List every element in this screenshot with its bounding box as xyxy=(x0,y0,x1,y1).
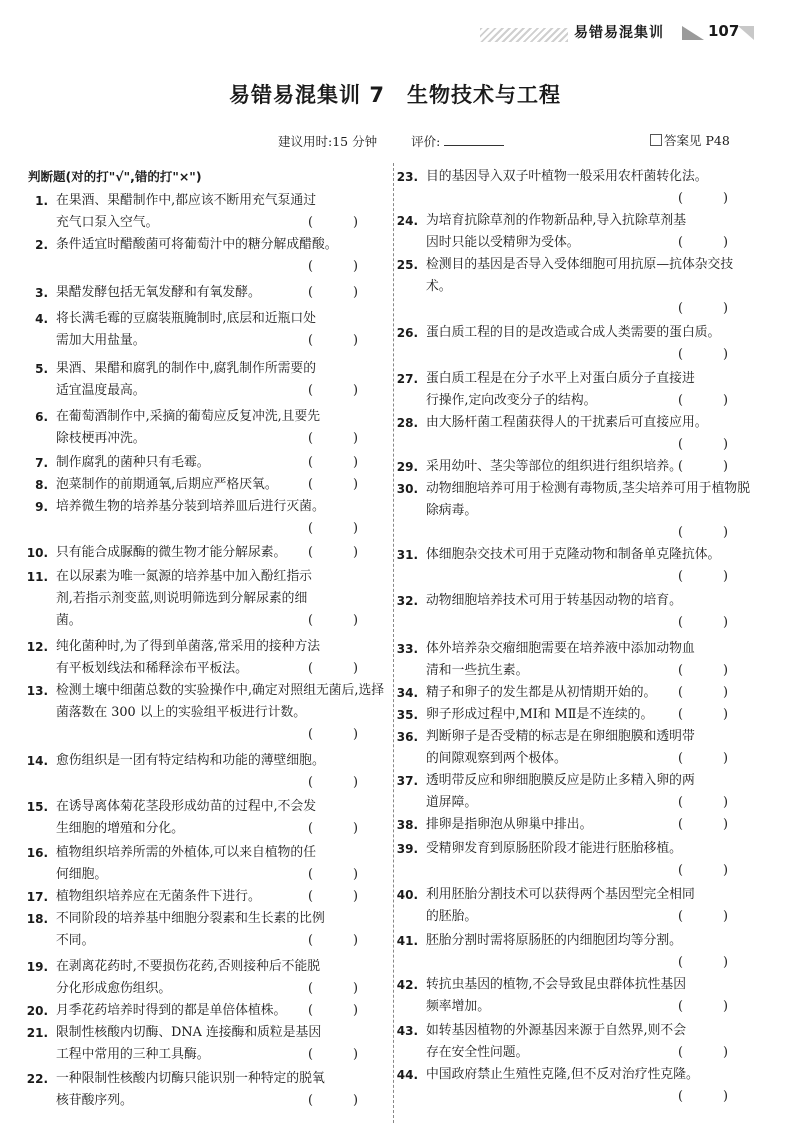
question-item xyxy=(398,726,758,770)
question-item xyxy=(28,474,388,496)
question-text: 采用幼叶、茎尖等部位的组织进行组织培养。 xyxy=(426,459,682,474)
question-number: 41 . xyxy=(396,930,418,952)
question-item xyxy=(398,478,758,544)
answer-parentheses[interactable]: ( ) xyxy=(677,795,746,810)
question-item xyxy=(28,796,388,840)
question-column-right xyxy=(398,166,758,1108)
question-number: 32 . xyxy=(396,590,418,612)
answer-parentheses[interactable]: ( ) xyxy=(677,459,746,474)
answer-parentheses[interactable]: ( ) xyxy=(677,707,746,722)
question-number: 3 . xyxy=(26,282,48,304)
question-text: 精子和卵子的发生都是从初情期开始的。 xyxy=(426,685,657,700)
question-number: 39 . xyxy=(396,838,418,860)
question-number: 23 . xyxy=(396,166,418,188)
question-item xyxy=(398,456,758,478)
answer-parentheses[interactable]: ( ) xyxy=(677,569,746,584)
answer-ref-text: 答案见 P48 xyxy=(664,133,730,148)
question-item xyxy=(398,210,758,254)
question-number: 11 . xyxy=(26,566,48,588)
page-number: 107 xyxy=(708,22,740,40)
answer-parentheses[interactable]: ( ) xyxy=(307,333,376,348)
question-text: 体外培养杂交瘤细胞需要在培养液中添加动物血清和一些抗生素。 xyxy=(426,641,695,678)
question-number: 12 . xyxy=(26,636,48,658)
question-item xyxy=(398,254,758,320)
evaluation-blank[interactable] xyxy=(444,133,504,146)
question-item xyxy=(28,750,388,794)
question-item xyxy=(398,974,758,1018)
question-text: 植物组织培养所需的外植体,可以来自植物的任何细胞。 xyxy=(56,845,317,882)
answer-parentheses[interactable]: ( ) xyxy=(307,455,376,470)
question-number: 6 . xyxy=(26,406,48,428)
question-number: 1 . xyxy=(26,190,48,212)
question-text: 在果酒、果醋制作中,都应该不断用充气泵通过充气口泵入空气。 xyxy=(56,193,317,230)
answer-parentheses[interactable]: ( ) xyxy=(677,1045,746,1060)
question-item xyxy=(28,636,388,680)
answer-parentheses[interactable]: ( ) xyxy=(307,1003,376,1018)
question-text: 将长满毛霉的豆腐装瓶腌制时,底层和近瓶口处需加大用盐量。 xyxy=(56,311,317,348)
question-number: 37 . xyxy=(396,770,418,792)
question-text: 只有能合成脲酶的微生物才能分解尿素。 xyxy=(56,545,287,560)
question-text: 愈伤组织是一团有特定结构和功能的薄壁细胞。 xyxy=(56,753,325,768)
question-item xyxy=(398,166,758,210)
header-hatch-decoration xyxy=(480,28,568,42)
question-number: 8 . xyxy=(26,474,48,496)
question-number: 42 . xyxy=(396,974,418,996)
question-number: 18 . xyxy=(26,908,48,930)
question-number: 26 . xyxy=(396,322,418,344)
answer-parentheses[interactable]: ( ) xyxy=(677,909,746,924)
question-text: 透明带反应和卵细胞膜反应是防止多精入卵的两道屏障。 xyxy=(426,773,695,810)
question-text: 一种限制性核酸内切酶只能识别一种特定的脱氧核苷酸序列。 xyxy=(56,1071,325,1108)
question-number: 31 . xyxy=(396,544,418,566)
question-number: 35 . xyxy=(396,704,418,726)
question-item xyxy=(398,544,758,588)
question-item xyxy=(28,282,388,304)
question-number: 36 . xyxy=(396,726,418,748)
question-item xyxy=(398,770,758,814)
answer-ref-icon xyxy=(650,134,662,146)
answer-parentheses[interactable]: ( ) xyxy=(677,347,746,362)
question-text: 限制性核酸内切酶、DNA 连接酶和质粒是基因工程中常用的三种工具酶。 xyxy=(56,1025,322,1062)
question-number: 40 . xyxy=(396,884,418,906)
question-number: 19 . xyxy=(26,956,48,978)
answer-parentheses[interactable]: ( ) xyxy=(677,817,746,832)
question-number: 15 . xyxy=(26,796,48,818)
question-text: 受精卵发育到原肠胚阶段才能进行胚胎移植。 xyxy=(426,841,682,856)
question-item xyxy=(398,368,758,412)
question-text: 胚胎分割时需将原肠胚的内细胞团均等分割。 xyxy=(426,933,682,948)
question-item xyxy=(398,838,758,882)
question-text: 纯化菌种时,为了得到单菌落,常采用的接种方法有平板划线法和稀释涂布平板法。 xyxy=(56,639,321,676)
question-text: 月季花药培养时得到的都是单倍体植株。 xyxy=(56,1003,287,1018)
answer-parentheses[interactable]: ( ) xyxy=(307,727,376,742)
question-text: 在诱导离体菊花茎段形成幼苗的过程中,不会发生细胞的增殖和分化。 xyxy=(56,799,317,836)
question-item xyxy=(398,682,758,704)
question-number: 5 . xyxy=(26,358,48,380)
question-item xyxy=(398,590,758,634)
question-number: 9 . xyxy=(26,496,48,518)
question-number: 2 . xyxy=(26,234,48,256)
question-number: 16 . xyxy=(26,842,48,864)
question-item xyxy=(398,1064,758,1108)
question-column-left xyxy=(28,166,388,1112)
answer-parentheses[interactable]: ( ) xyxy=(677,615,746,630)
answer-parentheses[interactable]: ( ) xyxy=(677,999,746,1014)
answer-parentheses[interactable]: ( ) xyxy=(307,889,376,904)
question-number: 27 . xyxy=(396,368,418,390)
question-text: 检测目的基因是否导入受体细胞可用抗原—抗体杂交技术。 xyxy=(426,257,734,294)
question-item xyxy=(28,908,388,952)
question-item xyxy=(28,956,388,1000)
question-number: 7 . xyxy=(26,452,48,474)
question-item xyxy=(28,1068,388,1112)
question-text: 排卵是指卵泡从卵巢中排出。 xyxy=(426,817,593,832)
question-item xyxy=(28,1022,388,1066)
question-number: 38 . xyxy=(396,814,418,836)
answer-parentheses[interactable]: ( ) xyxy=(677,191,746,206)
question-item xyxy=(398,930,758,974)
question-text: 转抗虫基因的植物,不会导致昆虫群体抗性基因频率增加。 xyxy=(426,977,687,1014)
question-number: 10 . xyxy=(26,542,48,564)
question-number: 33 . xyxy=(396,638,418,660)
question-number: 30 . xyxy=(396,478,418,500)
answer-parentheses[interactable]: ( ) xyxy=(677,235,746,250)
answer-parentheses[interactable]: ( ) xyxy=(307,981,376,996)
answer-parentheses[interactable]: ( ) xyxy=(307,215,376,230)
question-number: 17 . xyxy=(26,886,48,908)
question-number: 14 . xyxy=(26,750,48,772)
question-text: 蛋白质工程的目的是改造或合成人类需要的蛋白质。 xyxy=(426,325,721,340)
question-text: 利用胚胎分割技术可以获得两个基因型完全相同的胚胎。 xyxy=(426,887,695,924)
question-text: 在葡萄酒制作中,采摘的葡萄应反复冲洗,且要先除枝梗再冲洗。 xyxy=(56,409,321,446)
question-number: 25 . xyxy=(396,254,418,276)
question-item xyxy=(398,814,758,836)
question-item xyxy=(28,842,388,886)
answer-parentheses[interactable]: ( ) xyxy=(307,477,376,492)
answer-parentheses[interactable]: ( ) xyxy=(307,1093,376,1108)
page-title: 易错易混集训 7 生物技术与工程 xyxy=(229,83,561,107)
answer-parentheses[interactable]: ( ) xyxy=(307,933,376,948)
question-number: 34 . xyxy=(396,682,418,704)
answer-parentheses[interactable]: ( ) xyxy=(307,521,376,536)
column-divider xyxy=(393,163,394,1123)
question-text: 果醋发酵包括无氧发酵和有氧发酵。 xyxy=(56,285,261,300)
exercise-meta xyxy=(278,132,508,150)
answer-parentheses[interactable]: ( ) xyxy=(307,661,376,676)
question-text: 条件适宜时醋酸菌可将葡萄汁中的糖分解成醋酸。 xyxy=(56,237,338,252)
page-corner-stripe-icon xyxy=(738,26,754,40)
answer-parentheses[interactable]: ( ) xyxy=(307,431,376,446)
question-text: 如转基因植物的外源基因来源于自然界,则不会存在安全性问题。 xyxy=(426,1023,687,1060)
answer-parentheses[interactable]: ( ) xyxy=(307,867,376,882)
page-corner-triangle-icon xyxy=(682,26,704,40)
question-text: 蛋白质工程是在分子水平上对蛋白质分子直接进行操作,定向改变分子的结构。 xyxy=(426,371,695,408)
suggested-time: 建议用时:15 分钟 xyxy=(278,134,378,149)
answer-parentheses[interactable]: ( ) xyxy=(677,663,746,678)
question-text: 动物细胞培养技术可用于转基因动物的培育。 xyxy=(426,593,682,608)
answer-parentheses[interactable]: ( ) xyxy=(677,1089,746,1104)
question-number: 22 . xyxy=(26,1068,48,1090)
question-item xyxy=(28,234,388,278)
question-text: 体细胞杂交技术可用于克隆动物和制备单克隆抗体。 xyxy=(426,547,721,562)
answer-parentheses[interactable]: ( ) xyxy=(677,525,746,540)
question-text: 泡菜制作的前期通氧,后期应严格厌氧。 xyxy=(56,477,278,492)
answer-parentheses[interactable]: ( ) xyxy=(677,955,746,970)
question-number: 21 . xyxy=(26,1022,48,1044)
answer-parentheses[interactable]: ( ) xyxy=(677,751,746,766)
question-item xyxy=(398,884,758,928)
question-text: 培养微生物的培养基分装到培养皿后进行灭菌。 xyxy=(56,499,325,514)
question-text: 判断卵子是否受精的标志是在卵细胞膜和透明带的间隙观察到两个极体。 xyxy=(426,729,695,766)
answer-parentheses[interactable]: ( ) xyxy=(677,863,746,878)
answer-parentheses[interactable]: ( ) xyxy=(677,685,746,700)
answer-parentheses[interactable]: ( ) xyxy=(677,301,746,316)
question-number: 13 . xyxy=(26,680,48,702)
question-item xyxy=(28,452,388,474)
question-item xyxy=(28,680,388,746)
question-item xyxy=(28,308,388,352)
answer-parentheses[interactable]: ( ) xyxy=(307,383,376,398)
question-item xyxy=(398,322,758,366)
answer-parentheses[interactable]: ( ) xyxy=(307,613,376,628)
evaluation-label: 评价: xyxy=(411,134,441,149)
answer-parentheses[interactable]: ( ) xyxy=(307,775,376,790)
question-item xyxy=(28,358,388,402)
question-text: 在以尿素为唯一氮源的培养基中加入酚红指示剂,若指示剂变蓝,则说明筛选到分解尿素的细菌。 xyxy=(56,569,312,628)
question-number: 43 . xyxy=(396,1020,418,1042)
question-number: 28 . xyxy=(396,412,418,434)
question-item xyxy=(28,1000,388,1022)
answer-parentheses[interactable]: ( ) xyxy=(307,821,376,836)
question-number: 29 . xyxy=(396,456,418,478)
question-text: 为培育抗除草剂的作物新品种,导入抗除草剂基因时只能以受精卵为受体。 xyxy=(426,213,687,250)
question-text: 果酒、果醋和腐乳的制作中,腐乳制作所需要的适宜温度最高。 xyxy=(56,361,317,398)
question-number: 4 . xyxy=(26,308,48,330)
answer-parentheses[interactable]: ( ) xyxy=(677,437,746,452)
section-heading: 判断题(对的打"√",错的打"×") xyxy=(28,169,202,184)
question-text: 制作腐乳的菌种只有毛霉。 xyxy=(56,455,210,470)
question-text: 卵子形成过程中,MⅠ和 MⅡ是不连续的。 xyxy=(426,707,654,722)
question-text: 由大肠杆菌工程菌获得人的干扰素后可直接应用。 xyxy=(426,415,708,430)
question-text: 检测土壤中细菌总数的实验操作中,确定对照组无菌后,选择菌落数在 300 以上的实验组平板进行计数。 xyxy=(56,683,385,720)
question-number: 20 . xyxy=(26,1000,48,1022)
question-number: 24 . xyxy=(396,210,418,232)
question-item xyxy=(398,412,758,456)
question-item xyxy=(398,638,758,682)
question-text: 动物细胞培养可用于检测有毒物质,茎尖培养可用于植物脱除病毒。 xyxy=(426,481,750,518)
question-item xyxy=(28,886,388,908)
question-item xyxy=(28,542,388,564)
question-text: 中国政府禁止生殖性克隆,但不反对治疗性克隆。 xyxy=(426,1067,699,1082)
answer-parentheses[interactable]: ( ) xyxy=(307,285,376,300)
question-item xyxy=(398,1020,758,1064)
question-item xyxy=(28,406,388,450)
question-item xyxy=(28,496,388,540)
question-item xyxy=(28,190,388,234)
question-text: 在剥离花药时,不要损伤花药,否则接种后不能脱分化形成愈伤组织。 xyxy=(56,959,321,996)
question-item xyxy=(28,566,388,632)
answer-reference xyxy=(650,131,730,149)
answer-parentheses[interactable]: ( ) xyxy=(307,259,376,274)
question-text: 植物组织培养应在无菌条件下进行。 xyxy=(56,889,261,904)
question-text: 不同阶段的培养基中细胞分裂素和生长素的比例不同。 xyxy=(56,911,325,948)
answer-parentheses[interactable]: ( ) xyxy=(677,393,746,408)
answer-parentheses[interactable]: ( ) xyxy=(307,1047,376,1062)
question-text: 目的基因导入双子叶植物一般采用农杆菌转化法。 xyxy=(426,169,708,184)
running-header xyxy=(470,20,770,48)
question-item xyxy=(398,704,758,726)
running-title: 易错易混集训 xyxy=(574,25,664,41)
answer-parentheses[interactable]: ( ) xyxy=(307,545,376,560)
question-number: 44 . xyxy=(396,1064,418,1086)
